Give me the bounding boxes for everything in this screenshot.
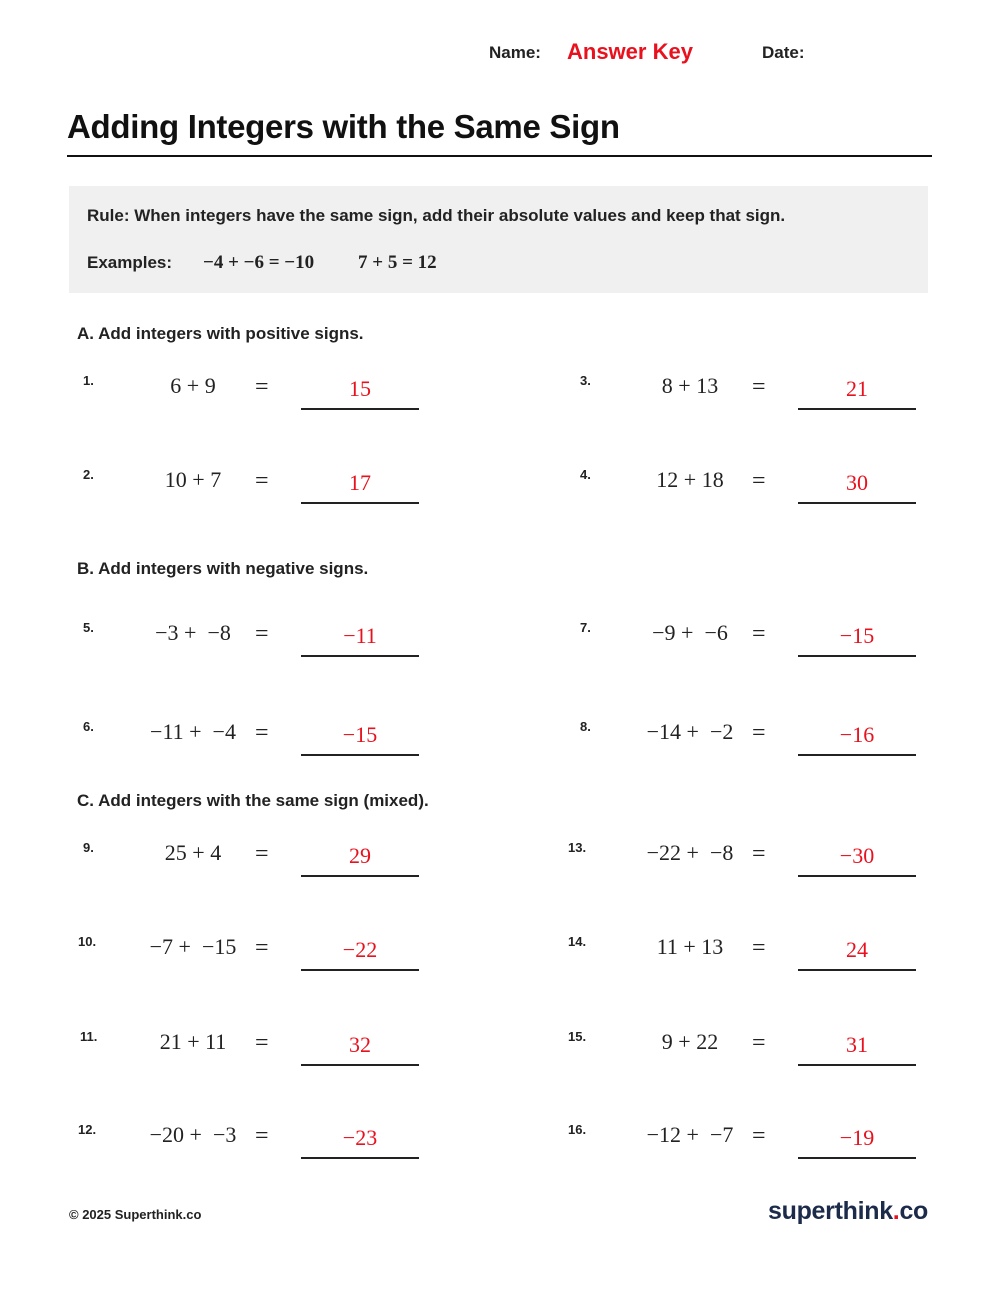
answer: 24: [846, 937, 868, 962]
section-b-heading: B. Add integers with negative signs.: [77, 559, 369, 578]
example-2: 7 + 5 = 12: [358, 252, 437, 273]
section-c-heading: C. Add integers with the same sign (mixed).: [77, 791, 429, 810]
equals-sign: =: [255, 720, 269, 746]
problem-number: 14.: [568, 934, 587, 949]
equals-sign: =: [255, 841, 269, 867]
answer-line: [301, 754, 419, 756]
problem-7: [580, 620, 1000, 680]
answer-line: [798, 969, 916, 971]
problem-11: [80, 1029, 503, 1089]
equals-sign: =: [752, 935, 766, 961]
answer: 21: [846, 376, 868, 401]
problem-expression: 21 + 11: [159, 1029, 227, 1054]
answer-line: [301, 969, 419, 971]
answer: −15: [839, 623, 875, 648]
answer-line: [798, 1157, 916, 1159]
problem-number: 13.: [568, 840, 587, 855]
problem-3: [580, 373, 1000, 433]
copyright-text: © 2025 Superthink.co: [69, 1207, 202, 1222]
answer-line: [301, 655, 419, 657]
problem-4: [580, 467, 1000, 527]
rule-box: [69, 186, 928, 293]
problem-16: [568, 1122, 1000, 1182]
brand-dot: .: [892, 1197, 900, 1225]
answer: 17: [349, 470, 371, 495]
answer: −22: [342, 937, 378, 962]
answer-line: [301, 1064, 419, 1066]
answer: −30: [839, 843, 875, 868]
equals-sign: =: [752, 468, 766, 494]
problem-number: 10.: [78, 934, 97, 949]
problem-expression: −20 + −3: [149, 1122, 237, 1147]
equals-sign: =: [255, 374, 269, 400]
answer: 30: [846, 470, 868, 495]
answer: −15: [342, 722, 378, 747]
problem-14: [568, 934, 1000, 994]
section-a-heading: A. Add integers with positive signs.: [77, 324, 364, 343]
problem-number: 8.: [580, 719, 591, 734]
equals-sign: =: [752, 621, 766, 647]
answer: −11: [343, 623, 377, 648]
brand-name: superthink: [768, 1197, 893, 1225]
equals-sign: =: [752, 1030, 766, 1056]
answer-line: [798, 408, 916, 410]
problem-5: [83, 620, 503, 680]
page-title: Adding Integers with the Same Sign: [67, 108, 620, 145]
answer-line: [301, 502, 419, 504]
problem-6: [83, 719, 503, 779]
name-value: Answer Key: [567, 39, 693, 64]
problem-expression: −7 + −15: [149, 934, 237, 959]
problem-number: 4.: [580, 467, 591, 482]
answer: 31: [846, 1032, 868, 1057]
problem-expression: 6 + 9: [170, 373, 216, 398]
answer: −23: [342, 1125, 378, 1150]
equals-sign: =: [752, 720, 766, 746]
brand-logo: [768, 1197, 928, 1226]
answer-line: [798, 502, 916, 504]
problem-expression: 10 + 7: [164, 467, 222, 492]
problem-10: [78, 934, 503, 994]
answer: 29: [349, 843, 371, 868]
rule-text: Rule: When integers have the same sign, add their absolute values and keep that sign.: [87, 206, 786, 225]
problem-expression: −22 + −8: [646, 840, 734, 865]
answer: 32: [349, 1032, 371, 1057]
problem-8: [580, 719, 1000, 779]
title-divider: [67, 155, 932, 157]
problem-expression: −14 + −2: [646, 719, 734, 744]
answer-line: [798, 1064, 916, 1066]
answer-line: [798, 875, 916, 877]
answer: 15: [349, 376, 371, 401]
example-1: −4 + −6 = −10: [203, 252, 315, 273]
problem-number: 15.: [568, 1029, 587, 1044]
problem-9: [83, 840, 503, 900]
answer-line: [798, 655, 916, 657]
answer-line: [301, 408, 419, 410]
answer-line: [301, 1157, 419, 1159]
equals-sign: =: [255, 935, 269, 961]
problem-2: [83, 467, 503, 527]
problem-number: 7.: [580, 620, 591, 635]
problem-number: 3.: [580, 373, 591, 388]
equals-sign: =: [752, 1123, 766, 1149]
problem-number: 12.: [78, 1122, 97, 1137]
problem-expression: 25 + 4: [164, 840, 222, 865]
problem-12: [78, 1122, 503, 1182]
name-label: Name:: [489, 43, 541, 62]
equals-sign: =: [255, 621, 269, 647]
problem-1: [83, 373, 503, 433]
brand-tld: co: [899, 1197, 929, 1225]
problem-expression: −11 + −4: [150, 719, 236, 744]
problem-15: [568, 1029, 1000, 1089]
problem-number: 5.: [83, 620, 94, 635]
problem-number: 9.: [83, 840, 94, 855]
examples-label: Examples:: [87, 253, 173, 272]
equals-sign: =: [255, 1030, 269, 1056]
date-label: Date:: [762, 43, 805, 62]
answer-line: [798, 754, 916, 756]
problem-expression: 12 + 18: [656, 467, 724, 492]
problem-expression: 9 + 22: [661, 1029, 719, 1054]
problem-number: 16.: [568, 1122, 587, 1137]
answer-line: [301, 875, 419, 877]
equals-sign: =: [752, 374, 766, 400]
equals-sign: =: [255, 468, 269, 494]
problem-expression: −12 + −7: [646, 1122, 734, 1147]
answer: −19: [839, 1125, 875, 1150]
problem-expression: 8 + 13: [661, 373, 719, 398]
answer: −16: [839, 722, 875, 747]
problem-number: 1.: [83, 373, 94, 388]
problem-13: [568, 840, 1000, 900]
problem-expression: −3 + −8: [155, 620, 231, 645]
problem-number: 2.: [83, 467, 94, 482]
problem-number: 11.: [80, 1029, 98, 1044]
equals-sign: =: [752, 841, 766, 867]
problem-number: 6.: [83, 719, 94, 734]
problem-expression: −9 + −6: [652, 620, 728, 645]
problem-expression: 11 + 13: [656, 934, 724, 959]
equals-sign: =: [255, 1123, 269, 1149]
